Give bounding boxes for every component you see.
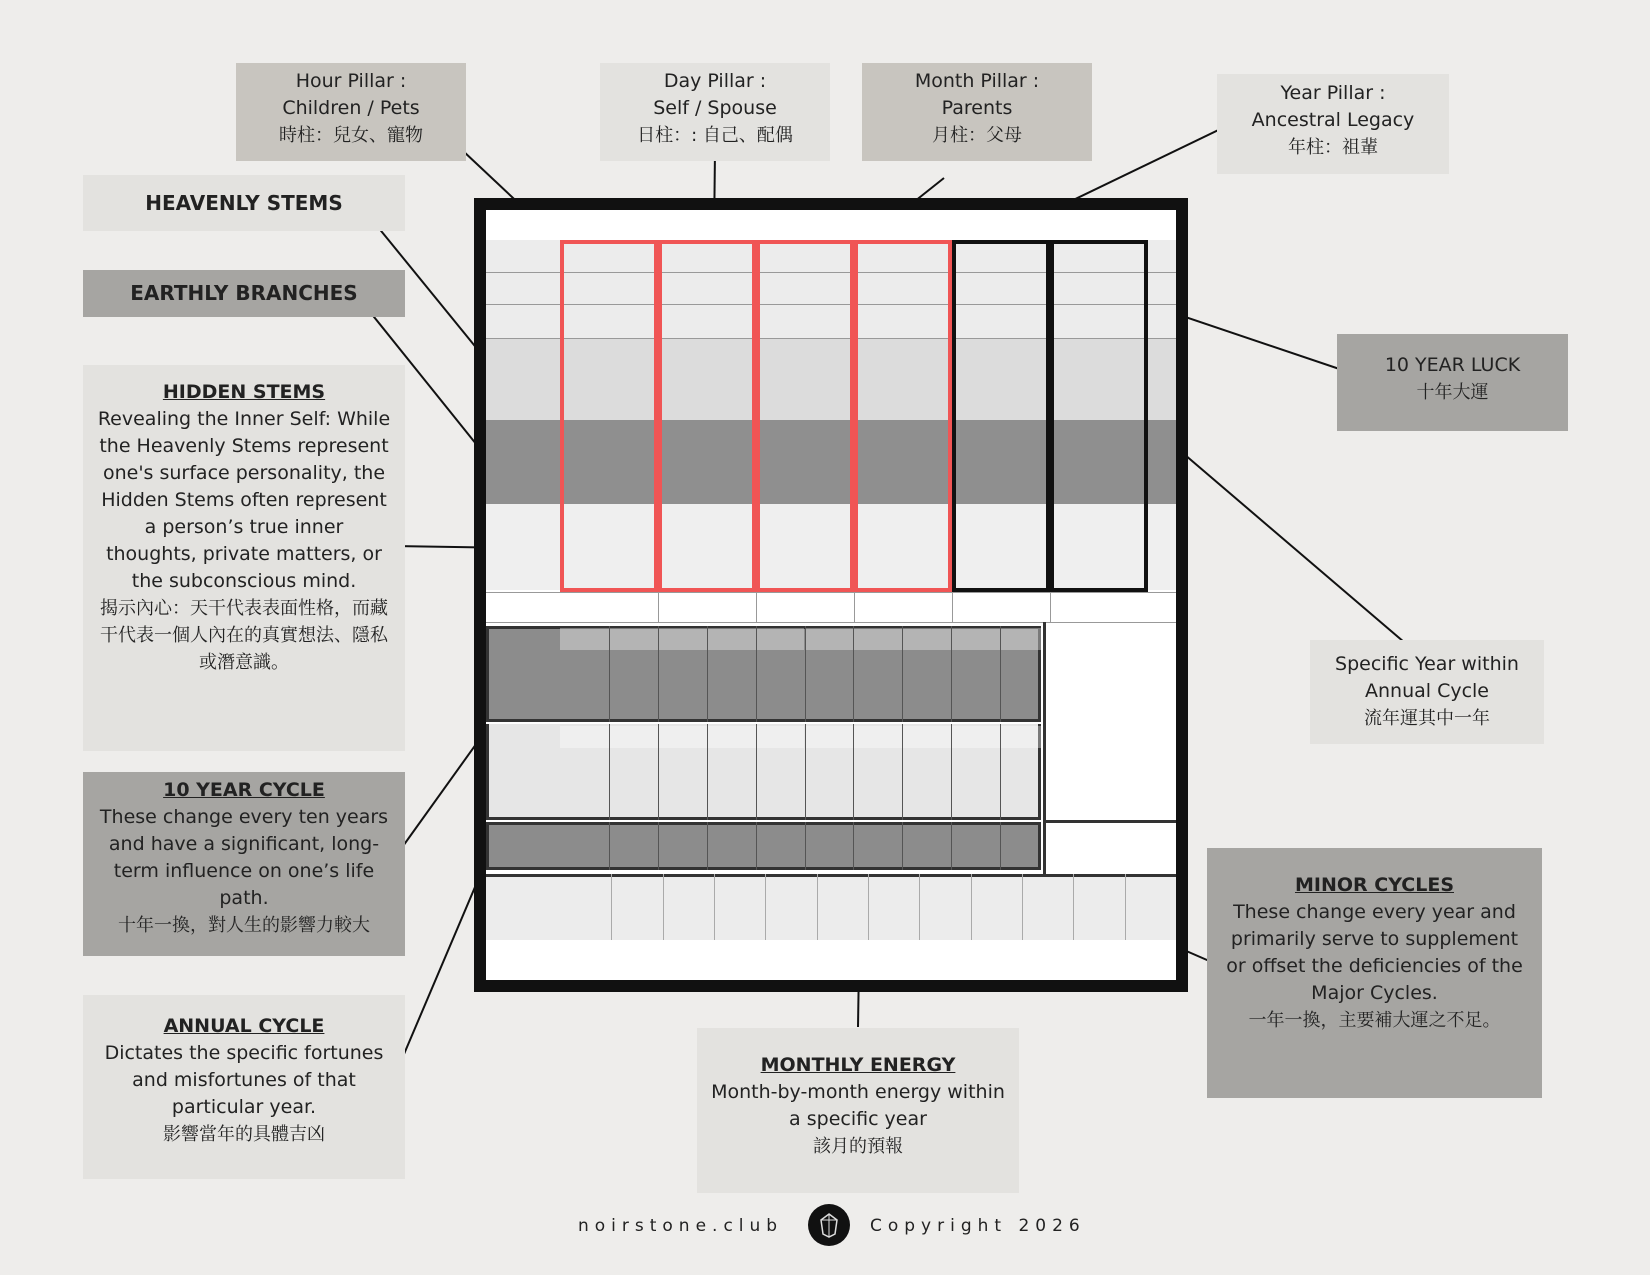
da_yun-branch [902, 696, 951, 720]
cycle-divider [951, 822, 952, 870]
cycle-divider [1000, 822, 1001, 870]
liu_nian-age [707, 748, 756, 770]
liu_nian-age [853, 748, 902, 770]
liu_nian-branch [658, 794, 707, 818]
da_yun-stem [560, 672, 609, 696]
liu_nian-age [609, 748, 658, 770]
da_yun-year [707, 628, 756, 650]
da_yun-age [853, 650, 902, 672]
liu-yue-stem [868, 896, 919, 918]
liu_nian-year [951, 726, 1000, 748]
cycle-divider [805, 822, 806, 870]
cycle-divider [756, 724, 757, 820]
da_yun-year [853, 628, 902, 650]
month-divider [714, 874, 715, 940]
liu-yue-branch [919, 918, 970, 940]
liu_nian-age [560, 748, 609, 770]
liu_nian-year [707, 726, 756, 748]
da_yun-stem [756, 672, 805, 696]
liu-yue-month [611, 876, 662, 896]
cycle-divider [609, 626, 610, 722]
liu_nian-branch [756, 794, 805, 818]
liu_nian-age [805, 748, 854, 770]
liu_nian-stem [756, 770, 805, 794]
da_yun-branch [805, 696, 854, 720]
natal-pillar-outline [560, 240, 658, 592]
liu_nian-year [805, 726, 854, 748]
luck-pillar-outline [952, 240, 1050, 592]
cycle-divider [853, 724, 854, 820]
liu_nian-stem [951, 770, 1000, 794]
da_yun-year [1000, 628, 1049, 650]
xiao-yun-stem [756, 823, 805, 846]
liu_nian-year [756, 726, 805, 748]
liu-yue-month [919, 876, 970, 896]
nayin [560, 592, 658, 622]
da_yun-stem [853, 672, 902, 696]
xiao-yun-branch [560, 846, 609, 869]
da_yun-stem [707, 672, 756, 696]
xiao-yun-stem [609, 823, 658, 846]
liu_nian-age [902, 748, 951, 770]
da_yun-age [560, 650, 609, 672]
liu_nian-branch [707, 794, 756, 818]
xiao-yun-branch [658, 846, 707, 869]
liu_nian-year [560, 726, 609, 748]
ten-year-cycle-note: 10 YEAR CYCLE These change every ten years and have a significant, long-term influence on one’s life path. 十年一換，對人生的影響力較大 [83, 772, 405, 956]
month-divider [868, 874, 869, 940]
xiao-yun-stem [560, 823, 609, 846]
da_yun-age [756, 650, 805, 672]
da_yun-stem [1000, 672, 1049, 696]
liu_nian-branch [902, 794, 951, 818]
liu_nian-year [1000, 726, 1049, 748]
da_yun-age [951, 650, 1000, 672]
liu-yue-month [663, 876, 714, 896]
nayin [952, 592, 1050, 622]
liu-yue-branch [663, 918, 714, 940]
liu-yue-stem [817, 896, 868, 918]
liu-yue-branch [1125, 918, 1176, 940]
liu-yue-stem [663, 896, 714, 918]
cycle-divider [951, 724, 952, 820]
row-label-pillars [486, 240, 560, 272]
liu-yue-branch [611, 918, 662, 940]
xiao-yun-branch [707, 846, 756, 869]
da_yun-year [658, 628, 707, 650]
liu_nian-stem [658, 770, 707, 794]
month-divider [1073, 874, 1074, 940]
hidden-stems-note: HIDDEN STEMS Revealing the Inner Self: While the Heavenly Stems represent one's surface personality, the Hidden Stems often represent a person’s true inner thoughts, private matters, or the subconscious mind. 揭示內心：天干代表表面性格，而藏干代表一個人內在的真實想法、隱私或潛意識。 [83, 365, 405, 751]
nayin [1050, 592, 1148, 622]
hour-pillar-note: Hour Pillar : Children / Pets 時柱：兒女、寵物 [236, 63, 466, 161]
minor-cycles-note: MINOR CYCLES These change every year and primarily serve to supplement or offset the deficiencies of the Major Cycles. 一年一換，主要補大運之不足。 [1207, 848, 1542, 1098]
cycle-divider [1000, 626, 1001, 722]
xiao-yun-stem [1000, 823, 1049, 846]
liu_nian-stem [609, 770, 658, 794]
natal-pillar-outline [658, 240, 756, 592]
xiao-yun-branch [805, 846, 854, 869]
da_yun-age [805, 650, 854, 672]
year-pillar-note: Year Pillar : Ancestral Legacy 年柱：祖輩 [1217, 74, 1449, 174]
da_yun-stem [805, 672, 854, 696]
month-divider [971, 874, 972, 940]
da_yun-stem [902, 672, 951, 696]
cycle-divider [1000, 724, 1001, 820]
liu_nian-branch [951, 794, 1000, 818]
luck-pillar-outline [1050, 240, 1148, 592]
liu_nian-stem [805, 770, 854, 794]
xiao-yun-stem [902, 823, 951, 846]
specific-year-note: Specific Year within Annual Cycle 流年運其中一年 [1310, 640, 1544, 744]
liu-yue-stem [611, 896, 662, 918]
row-label-main_star [486, 304, 560, 338]
cycle-divider [609, 724, 610, 820]
site-name[interactable]: noirstone.club [578, 1216, 784, 1236]
xiao-yun-branch [951, 846, 1000, 869]
liu-yue-branch [1073, 918, 1124, 940]
liu-yue-stem [765, 896, 816, 918]
month-divider [611, 874, 612, 940]
liu_nian-branch [609, 794, 658, 818]
liu-yue-branch [817, 918, 868, 940]
liu_nian-age [756, 748, 805, 770]
liu-yue-branch [868, 918, 919, 940]
earthly-branches-label: EARTHLY BRANCHES [83, 270, 405, 317]
da_yun-branch [756, 696, 805, 720]
month-pillar-note: Month Pillar : Parents 月柱：父母 [862, 63, 1092, 161]
da_yun-branch [658, 696, 707, 720]
cycle-divider [707, 724, 708, 820]
liu_nian-age [1000, 748, 1049, 770]
day-pillar-note: Day Pillar : Self / Spouse 日柱：: 自己、配偶 [600, 63, 830, 161]
liu-yue-branch [971, 918, 1022, 940]
da_yun-age [609, 650, 658, 672]
monthly-energy-note: MONTHLY ENERGY Month-by-month energy within a specific year 該月的預報 [697, 1028, 1019, 1193]
da_yun-branch [707, 696, 756, 720]
liu-yue-month [560, 876, 611, 896]
da_yun-branch [951, 696, 1000, 720]
liu-yue-stem [971, 896, 1022, 918]
da_yun-year [560, 628, 609, 650]
copyright: Copyright 2026 [870, 1216, 1086, 1236]
cycle-divider [707, 626, 708, 722]
liu-yue-month [971, 876, 1022, 896]
xiao-yun-branch [1000, 846, 1049, 869]
da_yun-age [902, 650, 951, 672]
da_yun-branch [1000, 696, 1049, 720]
liu_nian-year [658, 726, 707, 748]
da_yun-age [1000, 650, 1049, 672]
nayin [854, 592, 952, 622]
natal-pillar-outline [756, 240, 854, 592]
liu-yue-month [1125, 876, 1176, 896]
cycle-divider [902, 724, 903, 820]
month-divider [919, 874, 920, 940]
month-divider [817, 874, 818, 940]
cycle-divider [756, 822, 757, 870]
liu_nian-branch [805, 794, 854, 818]
liu-yue-stem [919, 896, 970, 918]
liu-yue-branch [1022, 918, 1073, 940]
liu_nian-year [902, 726, 951, 748]
liu_nian-age [658, 748, 707, 770]
ten-year-luck-note: 10 YEAR LUCK 十年大運 [1337, 334, 1568, 431]
da_yun-stem [658, 672, 707, 696]
annual-pillar-outline [1043, 622, 1176, 874]
liu_nian-year [609, 726, 658, 748]
heavenly-stems-label: HEAVENLY STEMS [83, 175, 405, 231]
month-divider [1125, 874, 1126, 940]
month-divider [1022, 874, 1023, 940]
cycle-divider [658, 626, 659, 722]
da_yun-branch [609, 696, 658, 720]
cycle-divider [805, 626, 806, 722]
cycle-divider [756, 626, 757, 722]
liu_nian-branch [1000, 794, 1049, 818]
cycle-divider [658, 822, 659, 870]
da_yun-stem [609, 672, 658, 696]
da_yun-age [707, 650, 756, 672]
xiao-yun-stem [853, 823, 902, 846]
xiao-yun-branch [853, 846, 902, 869]
da_yun-year [951, 628, 1000, 650]
annual-cycle-note: ANNUAL CYCLE Dictates the specific fortunes and misfortunes of that particular year. 影響當年的具體吉凶 [83, 995, 405, 1179]
liu-yue-month [817, 876, 868, 896]
cycle-divider [805, 724, 806, 820]
nayin [658, 592, 756, 622]
liu_nian-stem [853, 770, 902, 794]
xiao-yun-branch [756, 846, 805, 869]
liu-yue-month [765, 876, 816, 896]
da_yun-year [756, 628, 805, 650]
liu_nian-age [951, 748, 1000, 770]
da_yun-branch [560, 696, 609, 720]
bazi-chart [474, 198, 1188, 992]
cycle-divider [902, 822, 903, 870]
liu-yue-stem [1022, 896, 1073, 918]
cycle-divider [853, 822, 854, 870]
liu-yue-stem [1125, 896, 1176, 918]
natal-pillar-outline [854, 240, 952, 592]
row-divider [486, 592, 1176, 593]
month-divider [765, 874, 766, 940]
stone-logo-icon [808, 1204, 850, 1246]
month-divider [663, 874, 664, 940]
row-label-ages [486, 272, 560, 304]
cycle-divider [853, 626, 854, 722]
xiao-yun-stem [707, 823, 756, 846]
xiao-yun-stem [658, 823, 707, 846]
liu-yue-branch [765, 918, 816, 940]
da_yun-year [902, 628, 951, 650]
da_yun-year [805, 628, 854, 650]
liu-yue-branch [560, 918, 611, 940]
liu-yue-month [1073, 876, 1124, 896]
liu_nian-stem [1000, 770, 1049, 794]
cycle-divider [609, 822, 610, 870]
liu_nian-stem [707, 770, 756, 794]
liu_nian-stem [902, 770, 951, 794]
nayin [756, 592, 854, 622]
liu_nian-stem [560, 770, 609, 794]
liu-yue-stem [560, 896, 611, 918]
liu_nian-year [853, 726, 902, 748]
liu-yue-month [714, 876, 765, 896]
liu-yue-stem [714, 896, 765, 918]
da_yun-age [658, 650, 707, 672]
cycle-divider [902, 626, 903, 722]
cycle-divider [658, 724, 659, 820]
liu-yue-month [868, 876, 919, 896]
liu_nian-branch [560, 794, 609, 818]
xiao-yun-branch [902, 846, 951, 869]
cycle-divider [707, 822, 708, 870]
xiao-yun-branch [609, 846, 658, 869]
liu-yue-stem [1073, 896, 1124, 918]
liu_nian-branch [853, 794, 902, 818]
xiao-yun-stem [951, 823, 1000, 846]
xiao-yun-stem [805, 823, 854, 846]
liu-yue-month [1022, 876, 1073, 896]
da_yun-year [609, 628, 658, 650]
liu-yue-branch [714, 918, 765, 940]
cycle-divider [951, 626, 952, 722]
da_yun-stem [951, 672, 1000, 696]
da_yun-branch [853, 696, 902, 720]
